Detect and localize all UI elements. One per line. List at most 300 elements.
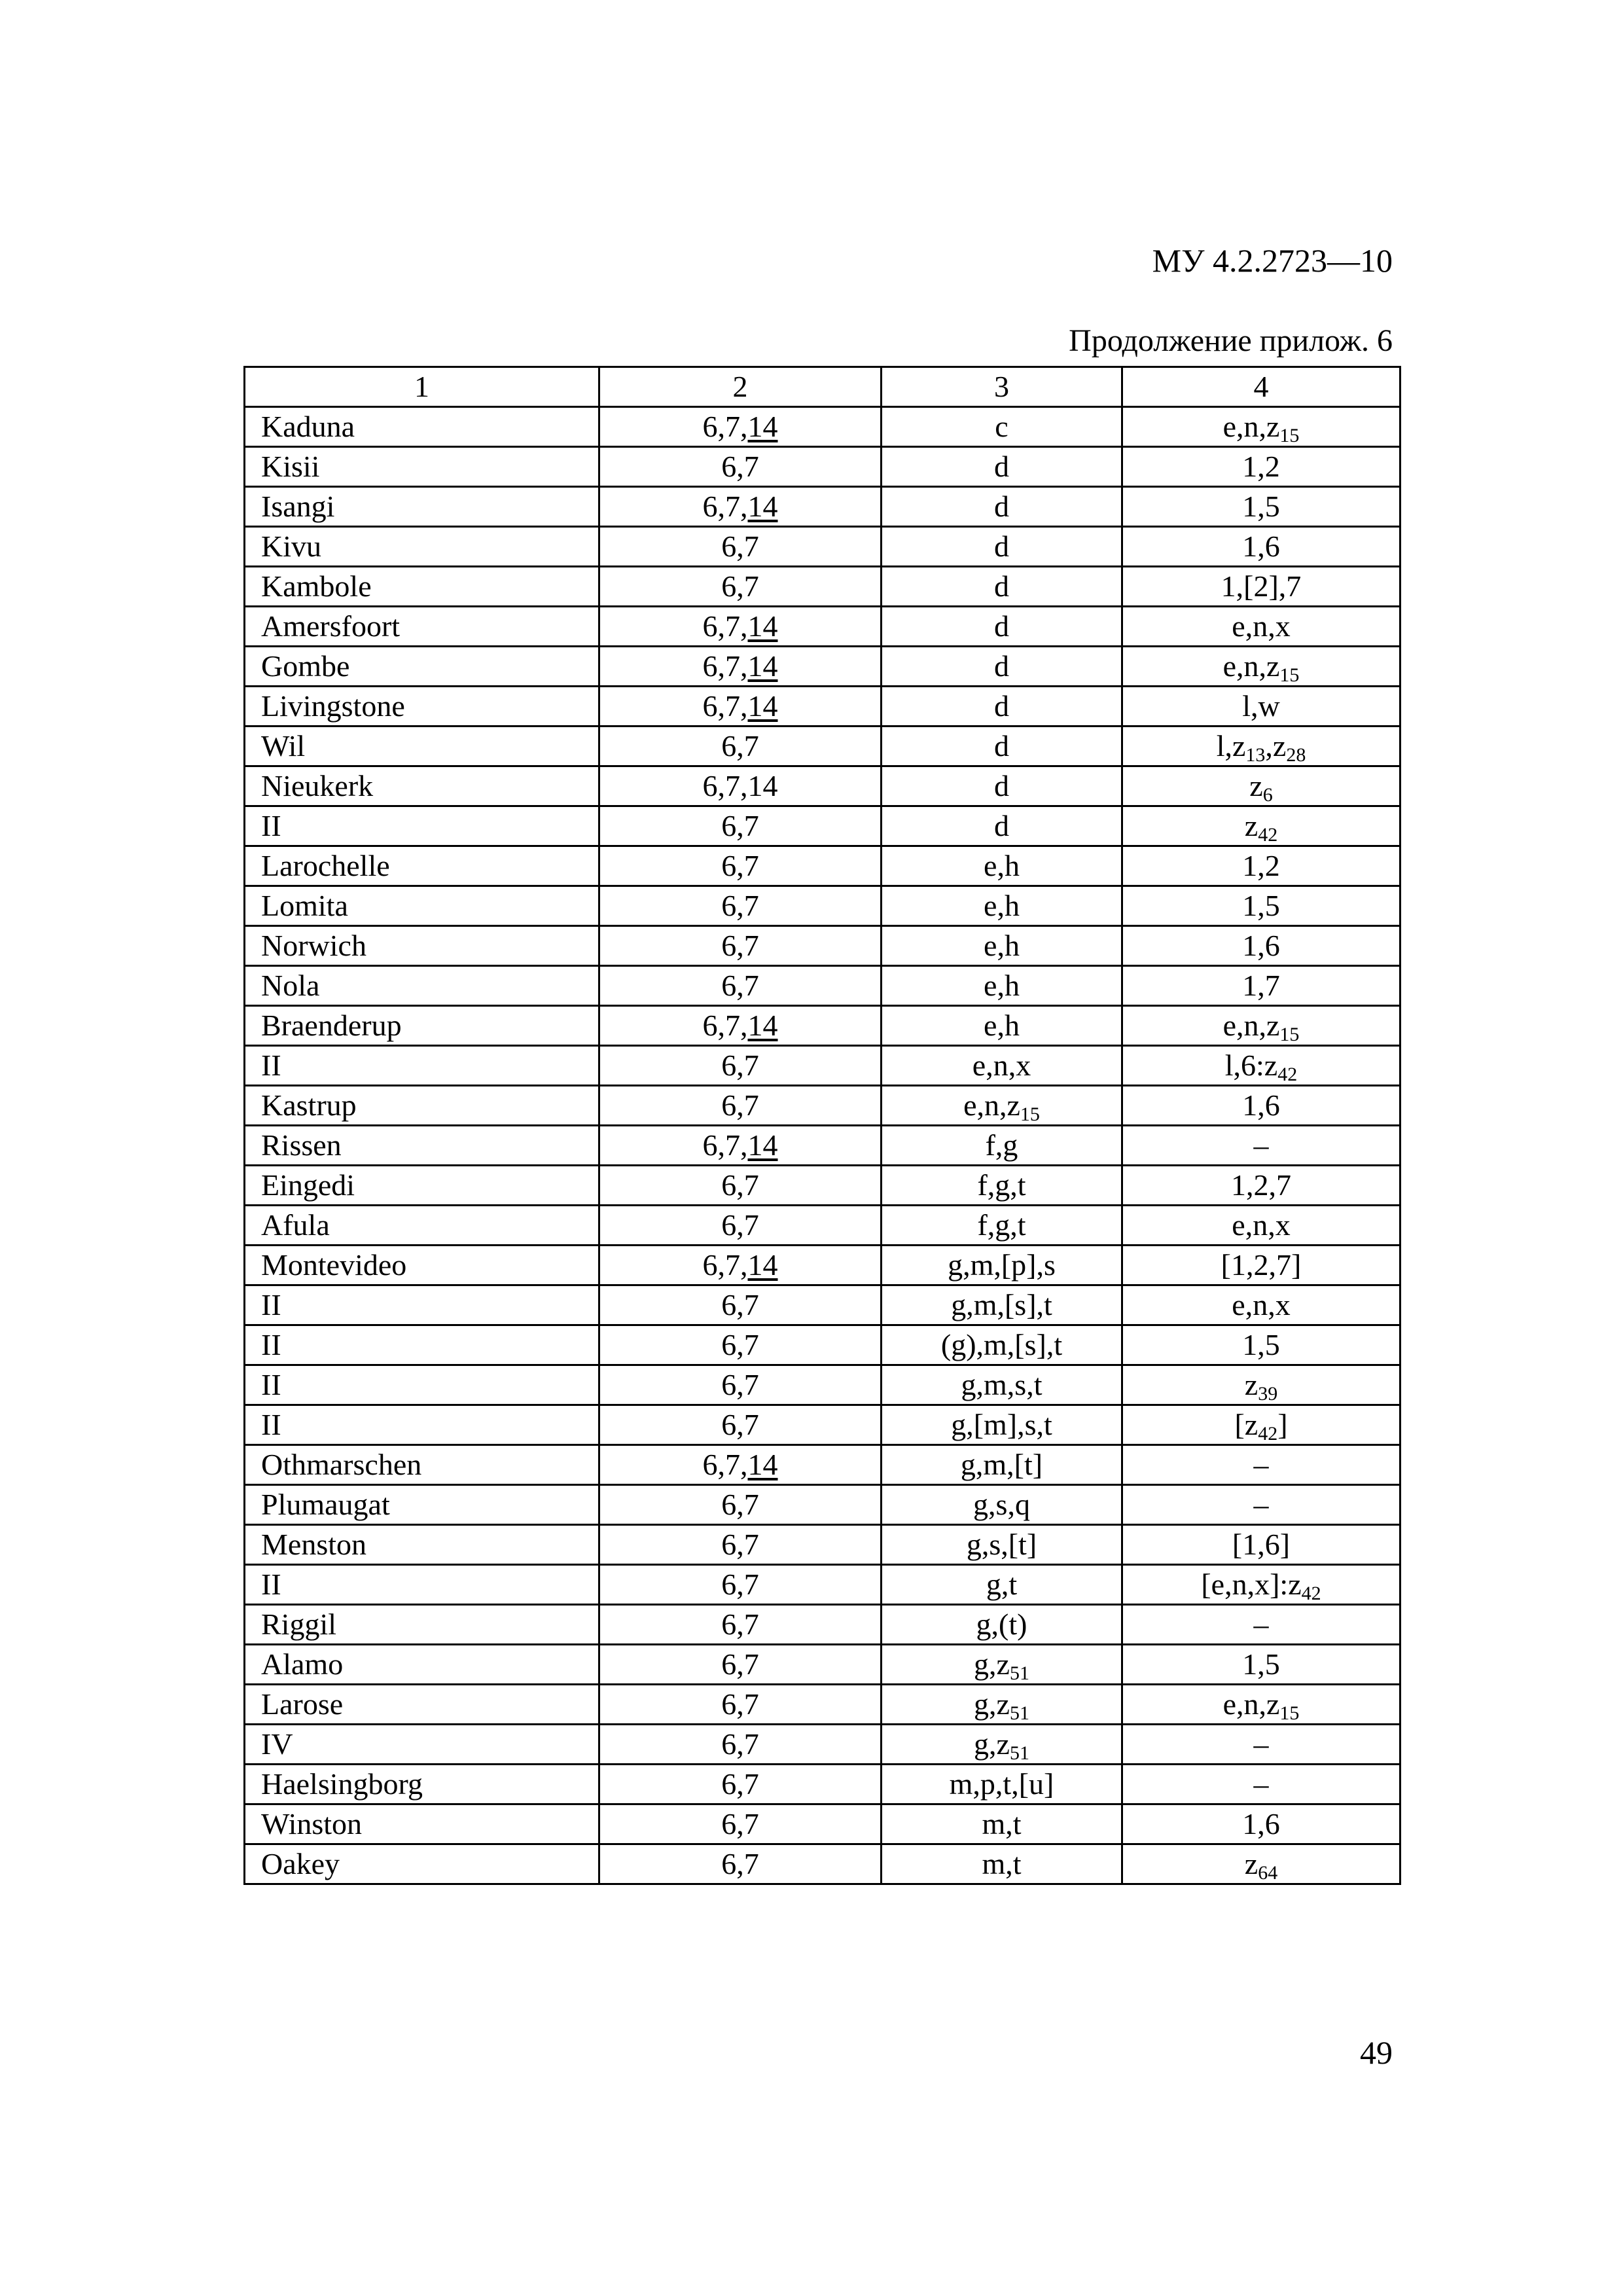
table-row: [245, 1485, 1400, 1525]
serovar-name-cell: Afula: [245, 1206, 599, 1246]
h-antigen-phase2-cell: [1122, 1765, 1400, 1804]
table-row: [245, 687, 1400, 726]
subscript-text: 15: [1279, 1702, 1300, 1724]
h-antigen-phase2-cell: [1122, 1325, 1400, 1365]
cell-text: 1,2,7: [1231, 1168, 1291, 1202]
cell-text: [z: [1234, 1408, 1258, 1441]
cell-text: [1,6]: [1232, 1528, 1291, 1561]
serovar-name-cell: Norwich: [245, 926, 599, 966]
subscript-text: 39: [1258, 1383, 1278, 1405]
cell-text: e,n,z: [963, 1088, 1020, 1122]
cell-text: 6,7,: [702, 1009, 748, 1042]
cell-text: ,z: [1265, 729, 1287, 762]
cell-text: 1,[2],7: [1221, 569, 1302, 603]
serovar-name-cell: Menston: [245, 1525, 599, 1565]
cell-text: 6,7: [721, 809, 759, 842]
cell-text: e,n,z: [1222, 649, 1280, 683]
h-antigen-phase2-cell: [1122, 1565, 1400, 1605]
o-antigen-cell: [599, 1405, 882, 1445]
cell-text: e,n,z: [1222, 410, 1280, 443]
o-antigen-cell: [599, 1725, 882, 1765]
h-antigen-phase2-cell: [1122, 1365, 1400, 1405]
h-antigen-phase1-cell: [882, 647, 1122, 687]
table-row: [245, 1006, 1400, 1046]
h-antigen-phase1-cell: [882, 1285, 1122, 1325]
underlined-text: 14: [747, 1128, 778, 1162]
h-antigen-phase1-cell: [882, 487, 1122, 527]
h-antigen-phase2-cell: [1122, 1285, 1400, 1325]
cell-text: e,h: [984, 969, 1020, 1002]
o-antigen-cell: [599, 687, 882, 726]
h-antigen-phase1-cell: [882, 806, 1122, 846]
table-row: [245, 1126, 1400, 1166]
h-antigen-phase2-cell: [1122, 1206, 1400, 1246]
cell-text: 1,2: [1242, 849, 1280, 882]
cell-text: 6,7,: [702, 490, 748, 523]
table-body: [245, 407, 1400, 1884]
cell-text: g,m,s,t: [961, 1368, 1043, 1401]
cell-text: 1,5: [1242, 1647, 1280, 1681]
h-antigen-phase1-cell: [882, 726, 1122, 766]
subscript-text: 51: [1009, 1702, 1029, 1724]
serovar-name-cell: II: [245, 1325, 599, 1365]
h-antigen-phase2-cell: [1122, 647, 1400, 687]
cell-text: –: [1253, 1727, 1269, 1761]
serovar-name-cell: Braenderup: [245, 1006, 599, 1046]
table-row: [245, 1605, 1400, 1645]
h-antigen-phase1-cell: [882, 846, 1122, 886]
cell-text: e,n,x: [1232, 1208, 1291, 1242]
o-antigen-cell: [599, 1086, 882, 1126]
o-antigen-cell: [599, 846, 882, 886]
h-antigen-phase1-cell: [882, 1046, 1122, 1086]
h-antigen-phase1-cell: [882, 1126, 1122, 1166]
cell-text: m,t: [982, 1807, 1022, 1840]
cell-text: 6,7,: [702, 410, 748, 443]
h-antigen-phase1-cell: [882, 447, 1122, 487]
table-row: [245, 1246, 1400, 1285]
cell-text: 6,7: [721, 1647, 759, 1681]
cell-text: 6,7,: [702, 649, 748, 683]
serovar-name-cell: Kaduna: [245, 407, 599, 447]
h-antigen-phase1-cell: [882, 407, 1122, 447]
cell-text: d: [994, 490, 1009, 523]
column-header-1: 1: [245, 367, 599, 407]
cell-text: 6,7: [721, 1767, 759, 1801]
continuation-label: Продолжение прилож. 6: [1069, 323, 1393, 358]
cell-text: e,n,x: [1232, 1288, 1291, 1321]
h-antigen-phase2-cell: [1122, 806, 1400, 846]
serovar-name-cell: II: [245, 1365, 599, 1405]
subscript-text: 51: [1009, 1742, 1029, 1764]
header-row: [245, 367, 1400, 407]
o-antigen-cell: [599, 1166, 882, 1206]
cell-text: g,z: [974, 1727, 1010, 1761]
cell-text: 6,7,: [702, 609, 748, 643]
cell-text: c: [995, 410, 1008, 443]
cell-text: d: [994, 569, 1009, 603]
o-antigen-cell: [599, 1206, 882, 1246]
cell-text: 6,7: [721, 1807, 759, 1840]
cell-text: 6,7,: [702, 1128, 748, 1162]
cell-text: –: [1253, 1448, 1269, 1481]
h-antigen-phase2-cell: [1122, 1445, 1400, 1485]
h-antigen-phase1-cell: [882, 1006, 1122, 1046]
serovar-name-cell: Montevideo: [245, 1246, 599, 1285]
o-antigen-cell: [599, 1605, 882, 1645]
cell-text: 6,7: [721, 1328, 759, 1361]
o-antigen-cell: [599, 1485, 882, 1525]
h-antigen-phase1-cell: [882, 1206, 1122, 1246]
table-row: [245, 766, 1400, 806]
table-row: [245, 487, 1400, 527]
table-row: [245, 1086, 1400, 1126]
table-row: [245, 966, 1400, 1006]
table-row: [245, 1365, 1400, 1405]
h-antigen-phase2-cell: [1122, 966, 1400, 1006]
serovar-name-cell: Kivu: [245, 527, 599, 567]
serovar-name-cell: Winston: [245, 1804, 599, 1844]
serovar-name-cell: Rissen: [245, 1126, 599, 1166]
h-antigen-phase1-cell: [882, 1445, 1122, 1485]
cell-text: 6,7: [721, 1607, 759, 1641]
cell-text: e,h: [984, 1009, 1020, 1042]
underlined-text: 14: [747, 410, 778, 443]
serovar-name-cell: Alamo: [245, 1645, 599, 1685]
underlined-text: 14: [747, 1248, 778, 1282]
table-row: [245, 886, 1400, 926]
serotype-table: [243, 366, 1401, 1885]
subscript-text: 15: [1279, 1024, 1300, 1045]
table-row: [245, 1804, 1400, 1844]
o-antigen-cell: [599, 1046, 882, 1086]
h-antigen-phase2-cell: [1122, 926, 1400, 966]
h-antigen-phase1-cell: [882, 1565, 1122, 1605]
h-antigen-phase1-cell: [882, 1844, 1122, 1884]
cell-text: d: [994, 649, 1009, 683]
column-header-4: 4: [1122, 367, 1400, 407]
serovar-name-cell: Larochelle: [245, 846, 599, 886]
cell-text: 1,7: [1242, 969, 1280, 1002]
cell-text: 1,6: [1242, 1088, 1280, 1122]
o-antigen-cell: [599, 567, 882, 607]
o-antigen-cell: [599, 607, 882, 647]
serovar-name-cell: Wil: [245, 726, 599, 766]
cell-text: e,n,z: [1222, 1687, 1280, 1721]
serovar-name-cell: II: [245, 1285, 599, 1325]
cell-text: z: [1244, 809, 1258, 842]
cell-text: [e,n,x]:z: [1201, 1568, 1302, 1601]
underlined-text: 14: [747, 649, 778, 683]
table-row: [245, 1765, 1400, 1804]
serovar-name-cell: Oakey: [245, 1844, 599, 1884]
cell-text: 6,7: [721, 1568, 759, 1601]
table-row: [245, 607, 1400, 647]
cell-text: e,h: [984, 889, 1020, 922]
serovar-name-cell: Lomita: [245, 886, 599, 926]
o-antigen-cell: [599, 1365, 882, 1405]
cell-text: 6,7: [721, 1408, 759, 1441]
document-code: МУ 4.2.2723—10: [1152, 242, 1393, 279]
cell-text: d: [994, 809, 1009, 842]
o-antigen-cell: [599, 1525, 882, 1565]
cell-text: –: [1253, 1488, 1269, 1521]
underlined-text: 14: [747, 1448, 778, 1481]
subscript-text: 15: [1279, 664, 1300, 686]
h-antigen-phase1-cell: [882, 1605, 1122, 1645]
subscript-text: 42: [1277, 1064, 1298, 1085]
serovar-name-cell: Kastrup: [245, 1086, 599, 1126]
underlined-text: 14: [747, 490, 778, 523]
cell-text: 6,7: [721, 1528, 759, 1561]
table-row: [245, 1725, 1400, 1765]
cell-text: 1,6: [1242, 529, 1280, 563]
h-antigen-phase1-cell: [882, 527, 1122, 567]
o-antigen-cell: [599, 1765, 882, 1804]
cell-text: g,(t): [976, 1607, 1027, 1641]
table-row: [245, 1565, 1400, 1605]
serovar-name-cell: Livingstone: [245, 687, 599, 726]
subscript-text: 15: [1279, 425, 1300, 446]
h-antigen-phase2-cell: [1122, 1126, 1400, 1166]
cell-text: l,z: [1216, 729, 1246, 762]
o-antigen-cell: [599, 1006, 882, 1046]
cell-text: m,t: [982, 1847, 1022, 1880]
o-antigen-cell: [599, 926, 882, 966]
table-row: [245, 1285, 1400, 1325]
h-antigen-phase1-cell: [882, 687, 1122, 726]
serovar-name-cell: II: [245, 1565, 599, 1605]
h-antigen-phase2-cell: [1122, 1246, 1400, 1285]
o-antigen-cell: [599, 527, 882, 567]
cell-text: 6,7: [721, 1168, 759, 1202]
table-row: [245, 407, 1400, 447]
serovar-name-cell: II: [245, 806, 599, 846]
cell-text: 6,7: [721, 1847, 759, 1880]
table-row: [245, 1405, 1400, 1445]
h-antigen-phase1-cell: [882, 926, 1122, 966]
subscript-text: 13: [1245, 744, 1266, 766]
h-antigen-phase2-cell: [1122, 1086, 1400, 1126]
o-antigen-cell: [599, 1565, 882, 1605]
cell-text: g,m,[p],s: [948, 1248, 1056, 1282]
h-antigen-phase2-cell: [1122, 886, 1400, 926]
cell-text: 6,7,: [702, 689, 748, 723]
cell-text: 6,7: [721, 1088, 759, 1122]
cell-text: –: [1253, 1607, 1269, 1641]
cell-text: 1,5: [1242, 1328, 1280, 1361]
cell-text: e,h: [984, 929, 1020, 962]
h-antigen-phase1-cell: [882, 1525, 1122, 1565]
cell-text: 6,7,: [702, 1448, 748, 1481]
cell-text: –: [1253, 1128, 1269, 1162]
cell-text: 6,7,14: [702, 769, 778, 802]
h-antigen-phase1-cell: [882, 1166, 1122, 1206]
table-row: [245, 1206, 1400, 1246]
cell-text: 6,7: [721, 529, 759, 563]
cell-text: [1,2,7]: [1221, 1248, 1302, 1282]
o-antigen-cell: [599, 966, 882, 1006]
cell-text: 1,5: [1242, 490, 1280, 523]
h-antigen-phase1-cell: [882, 886, 1122, 926]
h-antigen-phase1-cell: [882, 1405, 1122, 1445]
o-antigen-cell: [599, 1325, 882, 1365]
table-row: [245, 647, 1400, 687]
serovar-name-cell: II: [245, 1046, 599, 1086]
cell-text: d: [994, 769, 1009, 802]
cell-text: 6,7: [721, 849, 759, 882]
h-antigen-phase1-cell: [882, 966, 1122, 1006]
subscript-text: 15: [1020, 1103, 1040, 1125]
table-row: [245, 806, 1400, 846]
h-antigen-phase2-cell: [1122, 527, 1400, 567]
cell-text: z: [1244, 1847, 1258, 1880]
cell-text: (g),m,[s],t: [940, 1328, 1063, 1361]
cell-text: l,w: [1242, 689, 1280, 723]
serovar-name-cell: Gombe: [245, 647, 599, 687]
h-antigen-phase2-cell: [1122, 846, 1400, 886]
subscript-text: 28: [1286, 744, 1306, 766]
serovar-name-cell: Kisii: [245, 447, 599, 487]
cell-text: d: [994, 450, 1009, 483]
cell-text: 6,7: [721, 1288, 759, 1321]
h-antigen-phase2-cell: [1122, 487, 1400, 527]
table-row: [245, 1445, 1400, 1485]
cell-text: e,h: [984, 849, 1020, 882]
cell-text: g,t: [986, 1568, 1018, 1601]
h-antigen-phase2-cell: [1122, 1166, 1400, 1206]
h-antigen-phase1-cell: [882, 766, 1122, 806]
h-antigen-phase1-cell: [882, 1765, 1122, 1804]
underlined-text: 14: [747, 609, 778, 643]
serovar-name-cell: Riggil: [245, 1605, 599, 1645]
serovar-name-cell: Isangi: [245, 487, 599, 527]
serovar-name-cell: Nola: [245, 966, 599, 1006]
h-antigen-phase1-cell: [882, 1645, 1122, 1685]
underlined-text: 14: [747, 689, 778, 723]
o-antigen-cell: [599, 1445, 882, 1485]
h-antigen-phase2-cell: [1122, 1685, 1400, 1725]
subscript-text: 42: [1258, 824, 1278, 846]
h-antigen-phase1-cell: [882, 567, 1122, 607]
cell-text: g,z: [974, 1687, 1010, 1721]
h-antigen-phase1-cell: [882, 1325, 1122, 1365]
table-row: [245, 447, 1400, 487]
subscript-text: 64: [1258, 1862, 1278, 1884]
table-row: [245, 1685, 1400, 1725]
o-antigen-cell: [599, 806, 882, 846]
cell-text: 6,7: [721, 569, 759, 603]
h-antigen-phase2-cell: [1122, 1725, 1400, 1765]
h-antigen-phase2-cell: [1122, 1046, 1400, 1086]
cell-text: g,z: [974, 1647, 1010, 1681]
table-row: [245, 527, 1400, 567]
o-antigen-cell: [599, 1645, 882, 1685]
h-antigen-phase2-cell: [1122, 1645, 1400, 1685]
o-antigen-cell: [599, 1246, 882, 1285]
h-antigen-phase2-cell: [1122, 1804, 1400, 1844]
cell-text: 6,7: [721, 729, 759, 762]
serovar-name-cell: Eingedi: [245, 1166, 599, 1206]
h-antigen-phase2-cell: [1122, 607, 1400, 647]
cell-text: g,[m],s,t: [951, 1408, 1052, 1441]
o-antigen-cell: [599, 647, 882, 687]
cell-text: –: [1253, 1767, 1269, 1801]
h-antigen-phase2-cell: [1122, 1485, 1400, 1525]
h-antigen-phase2-cell: [1122, 766, 1400, 806]
o-antigen-cell: [599, 766, 882, 806]
cell-text: 6,7: [721, 1208, 759, 1242]
serovar-name-cell: Kambole: [245, 567, 599, 607]
table-row: [245, 1645, 1400, 1685]
h-antigen-phase2-cell: [1122, 1525, 1400, 1565]
cell-text: f,g,t: [977, 1208, 1026, 1242]
h-antigen-phase2-cell: [1122, 1605, 1400, 1645]
cell-text: d: [994, 609, 1009, 643]
cell-text: ]: [1277, 1408, 1288, 1441]
subscript-text: 42: [1258, 1423, 1278, 1444]
cell-text: 6,7: [721, 969, 759, 1002]
cell-text: f,g,t: [977, 1168, 1026, 1202]
cell-text: m,p,t,[u]: [949, 1767, 1054, 1801]
h-antigen-phase2-cell: [1122, 687, 1400, 726]
cell-text: 6,7: [721, 1727, 759, 1761]
subscript-text: 51: [1009, 1662, 1029, 1684]
cell-text: z: [1244, 1368, 1258, 1401]
cell-text: 6,7: [721, 450, 759, 483]
serovar-name-cell: Plumaugat: [245, 1485, 599, 1525]
cell-text: 6,7: [721, 1049, 759, 1082]
h-antigen-phase1-cell: [882, 1246, 1122, 1285]
cell-text: e,n,x: [972, 1049, 1031, 1082]
table-row: [245, 1844, 1400, 1884]
cell-text: 6,7: [721, 929, 759, 962]
table-row: [245, 846, 1400, 886]
table-row: [245, 1166, 1400, 1206]
h-antigen-phase1-cell: [882, 1804, 1122, 1844]
column-header-2: 2: [599, 367, 882, 407]
table-row: [245, 1525, 1400, 1565]
cell-text: e,n,x: [1232, 609, 1291, 643]
h-antigen-phase2-cell: [1122, 407, 1400, 447]
o-antigen-cell: [599, 1804, 882, 1844]
table-row: [245, 1325, 1400, 1365]
h-antigen-phase1-cell: [882, 1725, 1122, 1765]
serovar-name-cell: Haelsingborg: [245, 1765, 599, 1804]
h-antigen-phase1-cell: [882, 1086, 1122, 1126]
o-antigen-cell: [599, 1126, 882, 1166]
h-antigen-phase2-cell: [1122, 567, 1400, 607]
cell-text: d: [994, 689, 1009, 723]
column-header-3: 3: [882, 367, 1122, 407]
cell-text: d: [994, 729, 1009, 762]
cell-text: 6,7: [721, 889, 759, 922]
o-antigen-cell: [599, 487, 882, 527]
serovar-name-cell: Othmarschen: [245, 1445, 599, 1485]
cell-text: g,s,q: [973, 1488, 1030, 1521]
cell-text: 1,2: [1242, 450, 1280, 483]
serovar-name-cell: Amersfoort: [245, 607, 599, 647]
subscript-text: 6: [1262, 784, 1273, 806]
h-antigen-phase1-cell: [882, 607, 1122, 647]
table-header: [245, 367, 1400, 407]
cell-text: g,m,[t]: [960, 1448, 1043, 1481]
cell-text: l,6:z: [1224, 1049, 1278, 1082]
table-row: [245, 567, 1400, 607]
cell-text: 1,6: [1242, 929, 1280, 962]
h-antigen-phase1-cell: [882, 1365, 1122, 1405]
cell-text: e,n,z: [1222, 1009, 1280, 1042]
